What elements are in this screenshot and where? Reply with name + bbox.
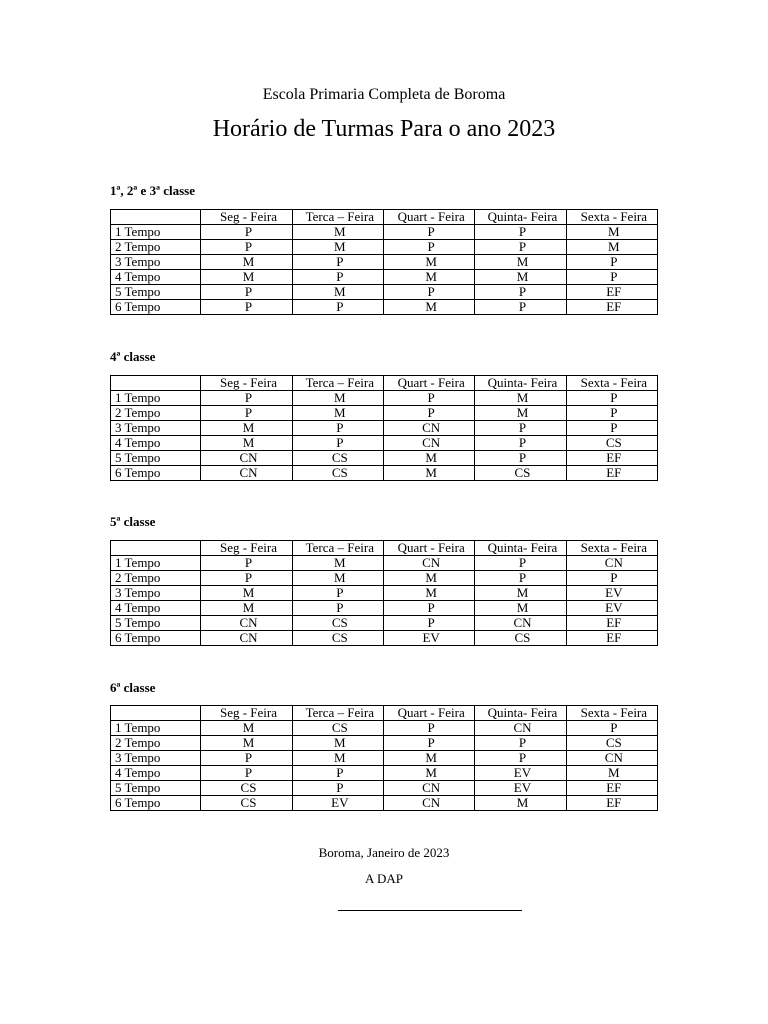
subject-cell: P (566, 406, 657, 421)
table-row (111, 616, 658, 631)
day-header: Sexta - Feira (566, 376, 657, 391)
subject-cell: M (383, 270, 474, 285)
day-header: Quart - Feira (383, 210, 474, 225)
table-row (111, 721, 658, 736)
subject-cell: CS (201, 781, 292, 796)
subject-cell: M (292, 391, 383, 406)
header-row (111, 706, 658, 721)
subject-cell: M (566, 225, 657, 240)
subject-cell: P (566, 571, 657, 586)
subject-cell: P (201, 751, 292, 766)
subject-cell: CN (383, 781, 474, 796)
period-label: 6 Tempo (111, 631, 201, 646)
table-row (111, 270, 658, 285)
subject-cell: EV (475, 766, 566, 781)
subject-cell: P (566, 721, 657, 736)
subject-cell: M (383, 466, 474, 481)
section-label-6: 6ª classe (110, 680, 156, 695)
day-header: Quinta- Feira (475, 210, 566, 225)
subject-cell: P (201, 391, 292, 406)
subject-cell: CN (383, 796, 474, 811)
table-row (111, 796, 658, 811)
table-row (111, 240, 658, 255)
header-row (111, 541, 658, 556)
subject-cell: P (383, 406, 474, 421)
day-header: Seg - Feira (201, 210, 292, 225)
subject-cell: P (383, 721, 474, 736)
day-header: Terca – Feira (292, 210, 383, 225)
subject-cell: P (292, 255, 383, 270)
subject-cell: P (566, 421, 657, 436)
day-header: Seg - Feira (201, 376, 292, 391)
subject-cell: M (201, 270, 292, 285)
subject-cell: M (383, 451, 474, 466)
subject-cell: M (292, 225, 383, 240)
table-row (111, 255, 658, 270)
subject-cell: M (383, 300, 474, 315)
subject-cell: EF (566, 466, 657, 481)
subject-cell: M (292, 406, 383, 421)
subject-cell: CN (201, 631, 292, 646)
period-label: 6 Tempo (111, 300, 201, 315)
schedule-table-4 (110, 375, 658, 481)
day-header: Quinta- Feira (475, 541, 566, 556)
subject-cell: M (201, 436, 292, 451)
subject-cell: M (201, 255, 292, 270)
table-row (111, 451, 658, 466)
page-title: Horário de Turmas Para o ano 2023 (212, 116, 556, 142)
table-row (111, 631, 658, 646)
subject-cell: P (566, 270, 657, 285)
subject-cell: CS (566, 436, 657, 451)
subject-cell: P (475, 285, 566, 300)
subject-cell: EV (566, 601, 657, 616)
day-header: Terca – Feira (292, 706, 383, 721)
subject-cell: P (475, 225, 566, 240)
subject-cell: EV (475, 781, 566, 796)
period-label: 6 Tempo (111, 796, 201, 811)
subject-cell: CS (292, 451, 383, 466)
period-label: 3 Tempo (111, 586, 201, 601)
subject-cell: P (201, 240, 292, 255)
table-row (111, 571, 658, 586)
subject-cell: M (292, 240, 383, 255)
subject-cell: CN (383, 556, 474, 571)
day-header: Quinta- Feira (475, 706, 566, 721)
subject-cell: P (201, 406, 292, 421)
day-header: Quinta- Feira (475, 376, 566, 391)
period-label: 2 Tempo (111, 736, 201, 751)
subject-cell: P (383, 391, 474, 406)
subject-cell: M (201, 736, 292, 751)
table-row (111, 556, 658, 571)
subject-cell: P (475, 240, 566, 255)
subject-cell: M (201, 601, 292, 616)
subject-cell: CN (383, 436, 474, 451)
period-label: 5 Tempo (111, 781, 201, 796)
school-name: Escola Primaria Completa de Boroma (262, 86, 506, 103)
subject-cell: CN (566, 751, 657, 766)
corner-cell (111, 376, 201, 391)
day-header: Sexta - Feira (566, 541, 657, 556)
header-row (111, 376, 658, 391)
subject-cell: CS (566, 736, 657, 751)
subject-cell: CN (383, 421, 474, 436)
subject-cell: CN (201, 451, 292, 466)
day-header: Quart - Feira (383, 376, 474, 391)
schedule-table-5 (110, 540, 658, 646)
subject-cell: P (383, 285, 474, 300)
subject-cell: EF (566, 616, 657, 631)
subject-cell: M (383, 751, 474, 766)
subject-cell: M (201, 586, 292, 601)
table-row (111, 300, 658, 315)
day-header: Seg - Feira (201, 706, 292, 721)
day-header: Quart - Feira (383, 706, 474, 721)
subject-cell: M (292, 556, 383, 571)
schedule-table-6 (110, 705, 658, 811)
subject-cell: P (201, 285, 292, 300)
subject-cell: P (383, 616, 474, 631)
subject-cell: P (383, 240, 474, 255)
subject-cell: P (201, 556, 292, 571)
subject-cell: P (566, 255, 657, 270)
day-header: Terca – Feira (292, 541, 383, 556)
subject-cell: EF (566, 781, 657, 796)
table-row (111, 751, 658, 766)
subject-cell: M (475, 270, 566, 285)
header-row (111, 210, 658, 225)
subject-cell: CS (292, 616, 383, 631)
table-row (111, 285, 658, 300)
subject-cell: M (566, 766, 657, 781)
subject-cell: M (292, 571, 383, 586)
subject-cell: M (475, 391, 566, 406)
subject-cell: M (383, 586, 474, 601)
corner-cell (111, 706, 201, 721)
subject-cell: CN (475, 616, 566, 631)
subject-cell: P (475, 421, 566, 436)
subject-cell: P (475, 736, 566, 751)
subject-cell: P (475, 451, 566, 466)
schedule-table-1-3 (110, 209, 658, 315)
subject-cell: P (475, 436, 566, 451)
table-row (111, 586, 658, 601)
subject-cell: P (292, 436, 383, 451)
period-label: 3 Tempo (111, 751, 201, 766)
subject-cell: P (292, 586, 383, 601)
period-label: 2 Tempo (111, 571, 201, 586)
table-row (111, 601, 658, 616)
subject-cell: EF (566, 451, 657, 466)
subject-cell: CN (201, 616, 292, 631)
section-label-1-3: 1ª, 2ª e 3ª classe (110, 183, 195, 198)
subject-cell: CN (201, 466, 292, 481)
subject-cell: P (201, 766, 292, 781)
subject-cell: P (201, 571, 292, 586)
section-label-4: 4ª classe (110, 349, 156, 364)
subject-cell: P (383, 601, 474, 616)
period-label: 1 Tempo (111, 721, 201, 736)
subject-cell: P (566, 391, 657, 406)
table-row (111, 781, 658, 796)
table-row (111, 406, 658, 421)
table-row (111, 421, 658, 436)
period-label: 3 Tempo (111, 421, 201, 436)
subject-cell: EF (566, 300, 657, 315)
signature-line (338, 910, 522, 911)
subject-cell: M (292, 285, 383, 300)
day-header: Quart - Feira (383, 541, 474, 556)
place-date: Boroma, Janeiro de 2023 (318, 845, 450, 860)
subject-cell: P (292, 601, 383, 616)
subject-cell: M (475, 255, 566, 270)
corner-cell (111, 210, 201, 225)
subject-cell: M (383, 766, 474, 781)
table-row (111, 736, 658, 751)
subject-cell: P (292, 270, 383, 285)
period-label: 1 Tempo (111, 391, 201, 406)
period-label: 5 Tempo (111, 285, 201, 300)
subject-cell: CS (201, 796, 292, 811)
subject-cell: CN (475, 721, 566, 736)
subject-cell: P (201, 225, 292, 240)
section-label-5: 5ª classe (110, 514, 156, 529)
period-label: 5 Tempo (111, 451, 201, 466)
subject-cell: M (475, 601, 566, 616)
subject-cell: CS (475, 631, 566, 646)
subject-cell: M (292, 736, 383, 751)
subject-cell: P (475, 556, 566, 571)
period-label: 2 Tempo (111, 240, 201, 255)
subject-cell: EV (383, 631, 474, 646)
subject-cell: P (292, 300, 383, 315)
period-label: 6 Tempo (111, 466, 201, 481)
table-row (111, 766, 658, 781)
period-label: 1 Tempo (111, 225, 201, 240)
subject-cell: CS (292, 721, 383, 736)
subject-cell: EF (566, 631, 657, 646)
subject-cell: M (383, 571, 474, 586)
subject-cell: P (292, 766, 383, 781)
subject-cell: P (383, 736, 474, 751)
subject-cell: M (292, 751, 383, 766)
subject-cell: M (201, 421, 292, 436)
period-label: 5 Tempo (111, 616, 201, 631)
subject-cell: M (201, 721, 292, 736)
signatory: A DAP (365, 871, 403, 886)
subject-cell: M (566, 240, 657, 255)
corner-cell (111, 541, 201, 556)
subject-cell: P (383, 225, 474, 240)
subject-cell: M (475, 406, 566, 421)
subject-cell: P (475, 300, 566, 315)
subject-cell: CS (292, 631, 383, 646)
subject-cell: P (292, 421, 383, 436)
table-row (111, 391, 658, 406)
subject-cell: M (383, 255, 474, 270)
subject-cell: P (475, 571, 566, 586)
table-row (111, 225, 658, 240)
period-label: 3 Tempo (111, 255, 201, 270)
subject-cell: P (475, 751, 566, 766)
day-header: Terca – Feira (292, 376, 383, 391)
table-row (111, 436, 658, 451)
subject-cell: CS (292, 466, 383, 481)
period-label: 4 Tempo (111, 601, 201, 616)
subject-cell: EV (292, 796, 383, 811)
day-header: Sexta - Feira (566, 706, 657, 721)
period-label: 4 Tempo (111, 436, 201, 451)
period-label: 4 Tempo (111, 766, 201, 781)
subject-cell: CN (566, 556, 657, 571)
day-header: Sexta - Feira (566, 210, 657, 225)
day-header: Seg - Feira (201, 541, 292, 556)
subject-cell: EF (566, 285, 657, 300)
subject-cell: P (292, 781, 383, 796)
subject-cell: EV (566, 586, 657, 601)
period-label: 2 Tempo (111, 406, 201, 421)
subject-cell: EF (566, 796, 657, 811)
subject-cell: P (201, 300, 292, 315)
period-label: 1 Tempo (111, 556, 201, 571)
table-row (111, 466, 658, 481)
subject-cell: M (475, 586, 566, 601)
subject-cell: CS (475, 466, 566, 481)
period-label: 4 Tempo (111, 270, 201, 285)
subject-cell: M (475, 796, 566, 811)
